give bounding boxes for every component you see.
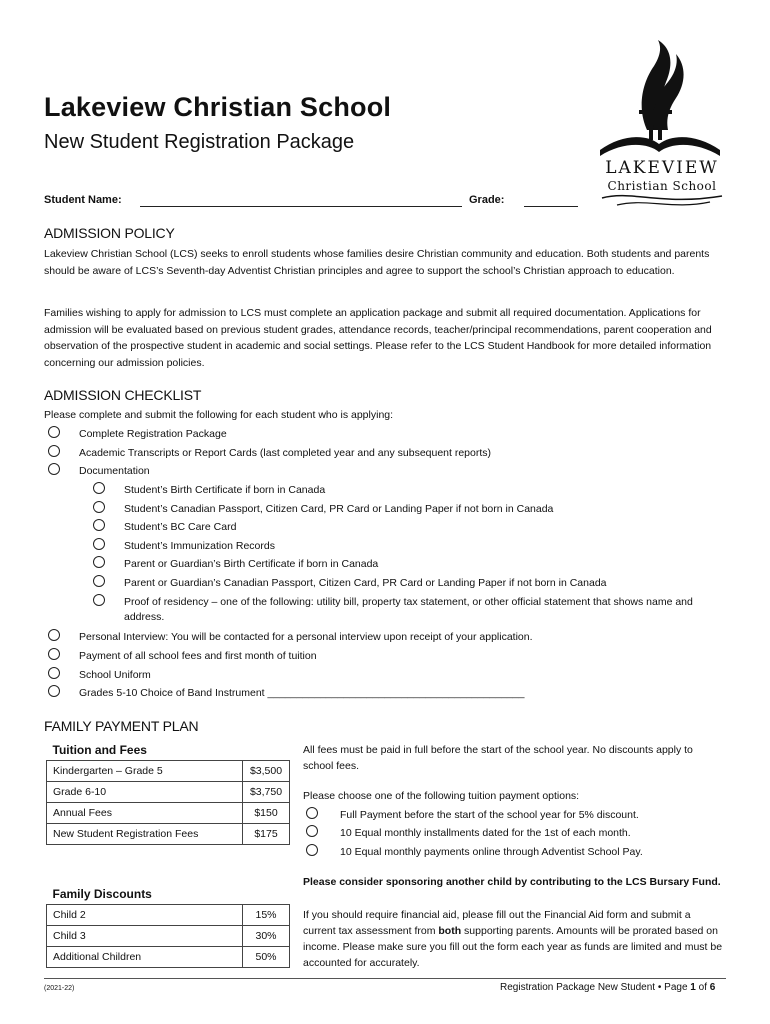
admission-checklist-heading: ADMISSION CHECKLIST — [44, 387, 202, 403]
discount-label: Child 3 — [47, 926, 243, 947]
table-row — [47, 824, 290, 845]
list-item: Student’s Immunization Records — [124, 540, 275, 552]
table-row — [47, 803, 290, 824]
list-item: Student’s Birth Certificate if born in Canada — [124, 484, 326, 496]
list-item: Student’s Canadian Passport, Citizen Card, PR Card or Landing Paper if not born in Canada — [124, 503, 554, 515]
student-name-field[interactable] — [140, 206, 462, 207]
payment-plan-heading: FAMILY PAYMENT PLAN — [44, 718, 199, 734]
svg-text:Christian School: Christian School — [607, 179, 717, 193]
tuition-value: $3,750 — [243, 782, 290, 803]
list-item: Proof of residency – one of the following: utility bill, property tax statement, or other official statement that shows name and address. — [124, 596, 693, 623]
checkbox-doc-5[interactable] — [93, 556, 105, 568]
tuition-value: $3,500 — [243, 761, 290, 782]
list-item: Student’s BC Care Card — [124, 521, 237, 533]
grade-field[interactable] — [524, 206, 578, 207]
checkbox-doc-3[interactable] — [93, 519, 105, 531]
page-subtitle: New Student Registration Package — [44, 131, 355, 153]
list-item: School Uniform — [79, 669, 151, 681]
checkbox-registration-package[interactable] — [48, 426, 60, 438]
table-row — [47, 926, 290, 947]
tuition-value: $175 — [243, 824, 290, 845]
radio-online-payments[interactable] — [306, 844, 318, 856]
discounts-table — [46, 884, 290, 968]
tuition-value: $150 — [243, 803, 290, 824]
checkbox-doc-4[interactable] — [93, 538, 105, 550]
tuition-table-title: Tuition and Fees — [47, 740, 290, 761]
tuition-label: Annual Fees — [47, 803, 243, 824]
checkbox-payment[interactable] — [48, 648, 60, 660]
checkbox-doc-6[interactable] — [93, 575, 105, 587]
table-row — [47, 782, 290, 803]
discount-value: 30% — [243, 926, 290, 947]
checkbox-transcripts[interactable] — [48, 445, 60, 457]
discount-label: Child 2 — [47, 905, 243, 926]
list-item: Parent or Guardian’s Birth Certificate if born in Canada — [124, 558, 379, 570]
table-row — [47, 947, 290, 968]
checkbox-documentation[interactable] — [48, 463, 60, 475]
list-item: Documentation — [79, 465, 150, 477]
checkbox-doc-7[interactable] — [93, 594, 105, 606]
checkbox-uniform[interactable] — [48, 667, 60, 679]
grade-label: Grade: — [469, 194, 505, 206]
tuition-label: Grade 6-10 — [47, 782, 243, 803]
checkbox-interview[interactable] — [48, 629, 60, 641]
school-name: Lakeview Christian School — [44, 92, 392, 122]
discount-value: 15% — [243, 905, 290, 926]
payment-option: 10 Equal monthly payments online through Adventist School Pay. — [340, 846, 643, 858]
list-item: Grades 5-10 Choice of Band Instrument ____________________________________________ — [79, 687, 525, 699]
discount-label: Additional Children — [47, 947, 243, 968]
discount-value: 50% — [243, 947, 290, 968]
radio-full-payment[interactable] — [306, 807, 318, 819]
payment-option: 10 Equal monthly installments dated for the 1st of each month. — [340, 827, 631, 839]
checkbox-band-instrument[interactable] — [48, 685, 60, 697]
school-logo — [592, 38, 732, 213]
policy-paragraph-1: Lakeview Christian School (LCS) seeks to enroll students whose families desire Christian community and education. Both students and parents should be aware of LCS’s Seventh-day Adventist Christian principles and agree to support the school’s Christian approach to education. — [44, 248, 710, 277]
list-item: Academic Transcripts or Report Cards (last completed year and any subsequent reports) — [79, 447, 492, 459]
fees-note: All fees must be paid in full before the start of the school year. No discounts apply to school fees. — [303, 744, 693, 772]
logo-flame-cross-book-icon — [592, 38, 732, 213]
policy-paragraph-2: Families wishing to apply for admission to LCS must complete an application package and submit all required documentation. Applications for admission will be evaluated based on previous student grades, attendance records, teacher/principal recommendations, parent cooperation and observation of the prospective student in academic and social settings. Please refer to the LCS Student Handbook for more detailed information concerning our admission policies. — [44, 307, 712, 369]
checkbox-doc-1[interactable] — [93, 482, 105, 494]
footer-page-info: Registration Package New Student • Page 1 of 6 — [500, 982, 716, 993]
footer-year: (2021-22) — [44, 985, 75, 992]
table-row — [47, 884, 290, 905]
financial-aid-note: If you should require financial aid, please fill out the Financial Aid form and submit a current tax assessment from both supporting parents. Amounts will be prorated based on income. Please make sure you fill out the form each year as funds are limited and must be accounted for accurately. — [303, 909, 723, 969]
checklist-intro: Please complete and submit the following for each student who is applying: — [44, 409, 394, 421]
checkbox-doc-2[interactable] — [93, 501, 105, 513]
tuition-label: New Student Registration Fees — [47, 824, 243, 845]
bursary-note: Please consider sponsoring another child by contributing to the LCS Bursary Fund. — [303, 876, 721, 888]
radio-monthly-installments[interactable] — [306, 825, 318, 837]
tuition-label: Kindergarten – Grade 5 — [47, 761, 243, 782]
list-item: Payment of all school fees and first month of tuition — [79, 650, 317, 662]
list-item: Personal Interview: You will be contacted for a personal interview upon receipt of your application. — [79, 631, 533, 643]
student-name-label: Student Name: — [44, 194, 122, 206]
payment-option: Full Payment before the start of the school year for 5% discount. — [340, 809, 639, 821]
tuition-table — [46, 740, 290, 845]
table-row — [47, 761, 290, 782]
payment-options-intro: Please choose one of the following tuition payment options: — [303, 790, 580, 802]
list-item: Complete Registration Package — [79, 428, 227, 440]
svg-text:LAKEVIEW: LAKEVIEW — [605, 158, 719, 178]
table-row — [47, 905, 290, 926]
discounts-table-title: Family Discounts — [47, 884, 290, 905]
table-row — [47, 740, 290, 761]
list-item: Parent or Guardian’s Canadian Passport, Citizen Card, PR Card or Landing Paper if not born in Canada — [124, 577, 607, 589]
footer-divider — [44, 978, 726, 979]
admission-policy-heading: ADMISSION POLICY — [44, 225, 175, 241]
